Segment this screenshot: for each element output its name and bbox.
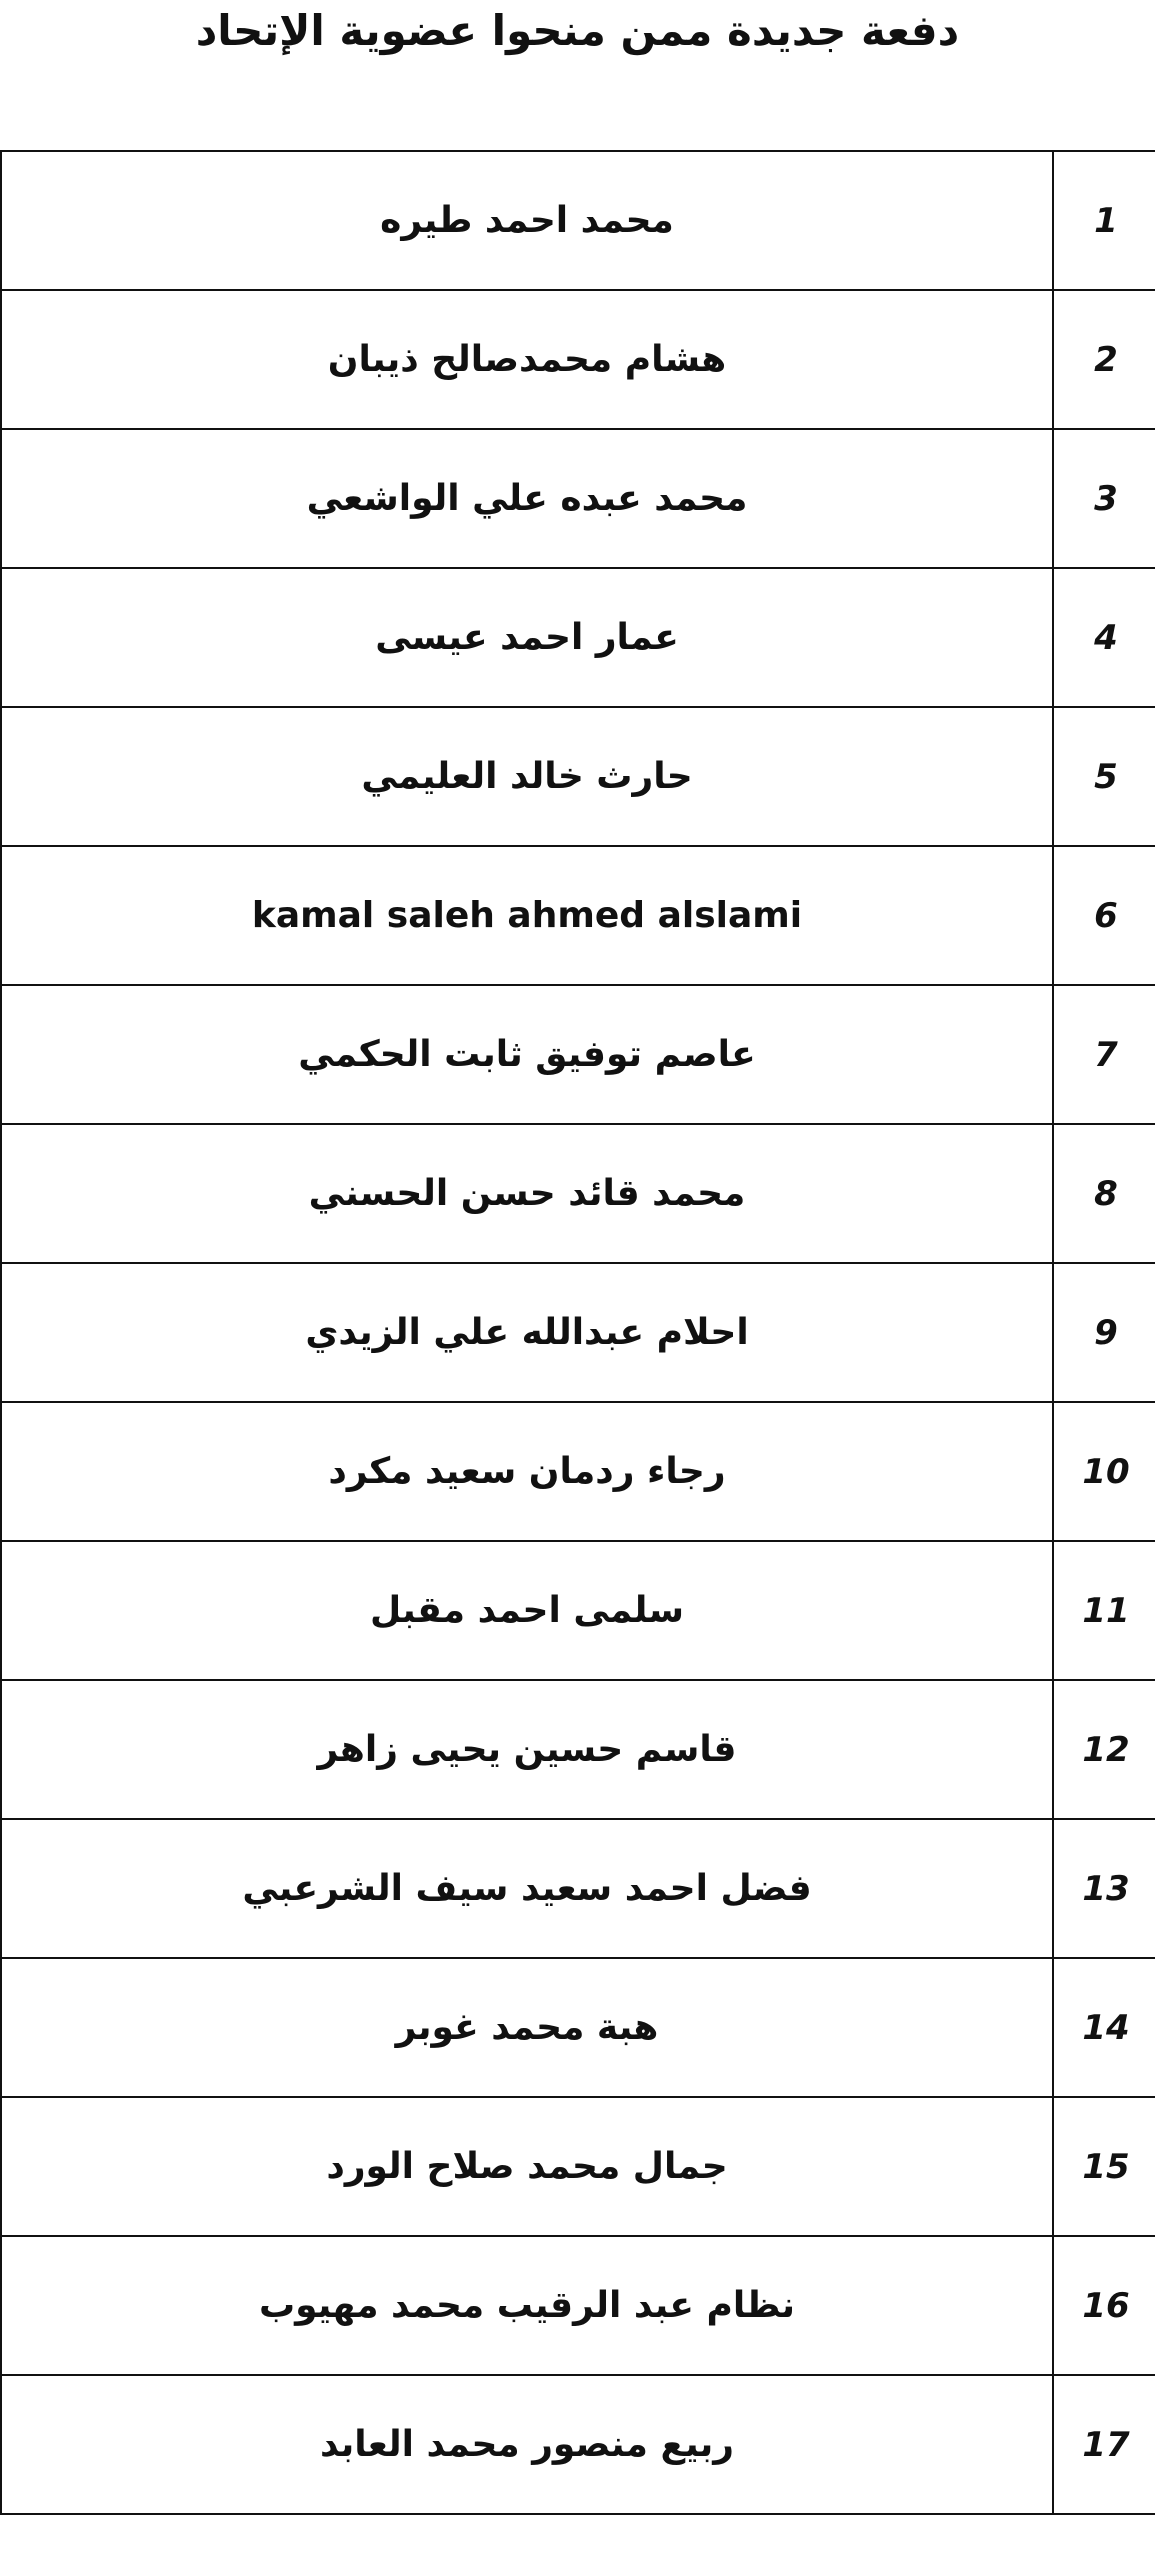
table-row [1, 1819, 1155, 1958]
table-row [1, 985, 1155, 1124]
member-number-cell: 17 [1053, 2375, 1155, 2514]
table-row [1, 1958, 1155, 2097]
table-row [1, 2236, 1155, 2375]
member-name-cell: عاصم توفيق ثابت الحكمي [1, 985, 1053, 1124]
member-number-cell: 3 [1053, 429, 1155, 568]
table-row [1, 2097, 1155, 2236]
member-number-cell: 10 [1053, 1402, 1155, 1541]
table-row [1, 846, 1155, 985]
table-row [1, 568, 1155, 707]
member-name-cell: نظام عبد الرقيب محمد مهيوب [1, 2236, 1053, 2375]
table-row [1, 1124, 1155, 1263]
table-row [1, 1263, 1155, 1402]
member-name-cell: محمد احمد طيره [1, 151, 1053, 290]
table-row [1, 151, 1155, 290]
member-name-cell: هبة محمد غوبر [1, 1958, 1053, 2097]
member-number-cell: 7 [1053, 985, 1155, 1124]
member-name-cell: عمار احمد عيسى [1, 568, 1053, 707]
table-row [1, 429, 1155, 568]
member-name-cell: محمد عبده علي الواشعي [1, 429, 1053, 568]
page-title: دفعة جديدة ممن منحوا عضوية الإتحاد [195, 6, 960, 55]
members-table-body [1, 151, 1155, 2514]
member-number-cell: 9 [1053, 1263, 1155, 1402]
member-number-cell: 2 [1053, 290, 1155, 429]
member-number-cell: 4 [1053, 568, 1155, 707]
member-name-cell: قاسم حسين يحيى زاهر [1, 1680, 1053, 1819]
member-name-cell: رجاء ردمان سعيد مكرد [1, 1402, 1053, 1541]
member-number-cell: 16 [1053, 2236, 1155, 2375]
member-name-cell: فضل احمد سعيد سيف الشرعبي [1, 1819, 1053, 1958]
table-row [1, 707, 1155, 846]
member-number-cell: 5 [1053, 707, 1155, 846]
member-number-cell: 8 [1053, 1124, 1155, 1263]
member-name-cell: kamal saleh ahmed alslami [1, 846, 1053, 985]
member-number-cell: 1 [1053, 151, 1155, 290]
table-row [1, 290, 1155, 429]
member-number-cell: 12 [1053, 1680, 1155, 1819]
table-row [1, 1541, 1155, 1680]
member-name-cell: احلام عبدالله علي الزيدي [1, 1263, 1053, 1402]
member-name-cell: ربيع منصور محمد العابد [1, 2375, 1053, 2514]
member-number-cell: 15 [1053, 2097, 1155, 2236]
member-name-cell: حارث خالد العليمي [1, 707, 1053, 846]
member-number-cell: 11 [1053, 1541, 1155, 1680]
member-number-cell: 13 [1053, 1819, 1155, 1958]
member-name-cell: سلمى احمد مقبل [1, 1541, 1053, 1680]
member-name-cell: جمال محمد صلاح الورد [1, 2097, 1053, 2236]
member-name-cell: هشام محمدصالح ذيبان [1, 290, 1053, 429]
member-number-cell: 14 [1053, 1958, 1155, 2097]
table-row [1, 1402, 1155, 1541]
member-number-cell: 6 [1053, 846, 1155, 985]
member-name-cell: محمد قائد حسن الحسني [1, 1124, 1053, 1263]
table-row [1, 2375, 1155, 2514]
table-row [1, 1680, 1155, 1819]
members-table [0, 150, 1155, 2515]
